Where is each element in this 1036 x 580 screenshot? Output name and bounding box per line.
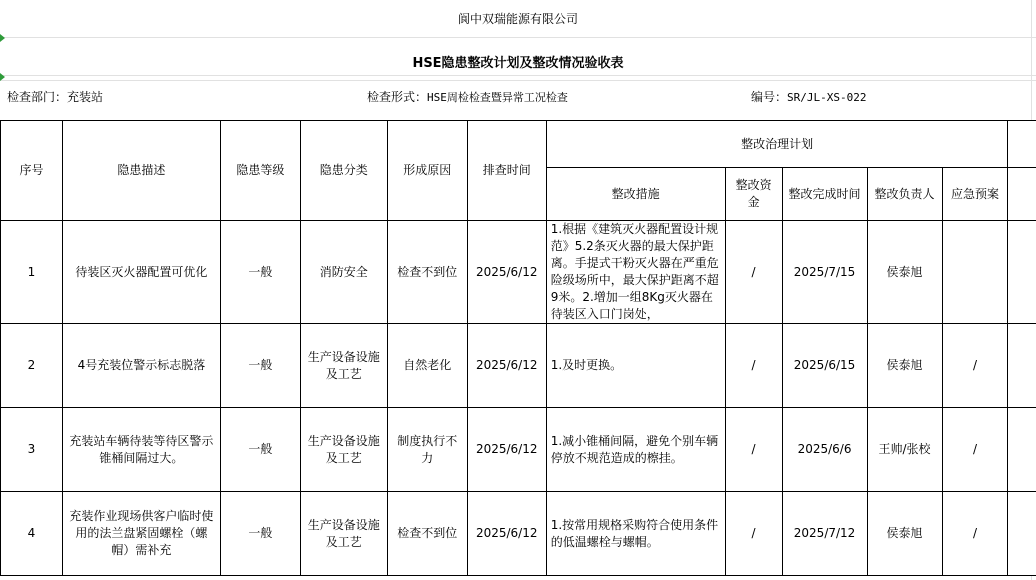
- header-cause[interactable]: 形成原因: [387, 121, 467, 221]
- header-level[interactable]: 隐患等级: [220, 121, 300, 221]
- table-row: [1, 324, 1036, 408]
- cell-cause[interactable]: 制度执行不力: [387, 408, 467, 492]
- cell-level[interactable]: 一般: [220, 324, 300, 408]
- code-label: 编号：: [751, 90, 788, 104]
- cell-seq[interactable]: 2: [1, 324, 63, 408]
- cell-level[interactable]: 一般: [220, 492, 300, 576]
- cell-fund[interactable]: /: [725, 324, 782, 408]
- form-label: 检查形式：: [367, 90, 428, 104]
- table-row: [1, 492, 1036, 576]
- cell-measure[interactable]: 1.按常用规格采购符合使用条件的低温螺栓与螺帽。: [546, 492, 725, 576]
- cell-deadline[interactable]: 2025/6/6: [782, 408, 867, 492]
- company-name: 阆中双瑞能源有限公司: [457, 12, 578, 26]
- cell-deadline[interactable]: 2025/6/15: [782, 324, 867, 408]
- inspection-department: [7, 88, 103, 105]
- cell-category[interactable]: 生产设备设施及工艺: [300, 324, 387, 408]
- cell-fund[interactable]: /: [725, 221, 782, 324]
- cell-level[interactable]: 一般: [220, 408, 300, 492]
- inspection-form: [367, 88, 568, 105]
- cell-marker-icon: [0, 34, 5, 42]
- cell-measure[interactable]: 1.及时更换。: [546, 324, 725, 408]
- cell-seq[interactable]: 3: [1, 408, 63, 492]
- grid-line: [0, 75, 1036, 76]
- dept-label: 检查部门：: [7, 90, 68, 104]
- cell-seq[interactable]: 1: [1, 221, 63, 324]
- cell-category[interactable]: 生产设备设施及工艺: [300, 408, 387, 492]
- cell-desc[interactable]: 4号充装位警示标志脱落: [62, 324, 220, 408]
- cell-owner[interactable]: 侯泰旭: [867, 492, 942, 576]
- cell-emergency[interactable]: [942, 221, 1008, 324]
- cell-extra[interactable]: [1008, 408, 1036, 492]
- cell-desc[interactable]: 充装站车辆待装等待区警示锥桶间隔过大。: [62, 408, 220, 492]
- cell-emergency[interactable]: /: [942, 492, 1008, 576]
- header-seq[interactable]: 序号: [1, 121, 63, 221]
- code-value: SR/JL-XS-022: [787, 91, 867, 104]
- cell-category[interactable]: 消防安全: [300, 221, 387, 324]
- cell-emergency[interactable]: /: [942, 324, 1008, 408]
- dept-value: 充装站: [67, 90, 104, 104]
- header-deadline[interactable]: 整改完成时间: [782, 168, 867, 221]
- header-row-1: [1, 121, 1036, 168]
- header-desc[interactable]: 隐患描述: [62, 121, 220, 221]
- cell-measure[interactable]: 1.减小锥桶间隔，避免个别车辆停放不规范造成的檫挂。: [546, 408, 725, 492]
- cell-category[interactable]: 生产设备设施及工艺: [300, 492, 387, 576]
- form-value: HSE周检检查暨异常工况检查: [427, 91, 568, 104]
- cell-extra[interactable]: [1008, 492, 1036, 576]
- cell-deadline[interactable]: 2025/7/15: [782, 221, 867, 324]
- header-extra[interactable]: [1008, 121, 1036, 168]
- header-measure[interactable]: 整改措施: [546, 168, 725, 221]
- cell-fund[interactable]: /: [725, 408, 782, 492]
- header-plan[interactable]: 整改治理计划: [546, 121, 1008, 168]
- header-fund[interactable]: 整改资金: [725, 168, 782, 221]
- cell-seq[interactable]: 4: [1, 492, 63, 576]
- header-emergency[interactable]: 应急预案: [942, 168, 1008, 221]
- cell-marker-icon: [0, 73, 5, 81]
- cell-owner[interactable]: 侯泰旭: [867, 324, 942, 408]
- cell-deadline[interactable]: 2025/7/12: [782, 492, 867, 576]
- cell-extra[interactable]: [1008, 221, 1036, 324]
- cell-fund[interactable]: /: [725, 492, 782, 576]
- grid-line: [0, 80, 1036, 81]
- cell-desc[interactable]: 充装作业现场供客户临时使用的法兰盘紧固螺栓（螺帽）需补充: [62, 492, 220, 576]
- cell-cause[interactable]: 检查不到位: [387, 221, 467, 324]
- cell-owner[interactable]: 侯泰旭: [867, 221, 942, 324]
- grid-line: [0, 37, 1036, 38]
- cell-owner[interactable]: 王帅/张校: [867, 408, 942, 492]
- cell-date[interactable]: 2025/6/12: [467, 324, 546, 408]
- header-date[interactable]: 排查时间: [467, 121, 546, 221]
- form-title: HSE隐患整改计划及整改情况验收表: [412, 56, 624, 71]
- header-category[interactable]: 隐患分类: [300, 121, 387, 221]
- table-row: [1, 221, 1036, 324]
- cell-desc[interactable]: 待装区灭火器配置可优化: [62, 221, 220, 324]
- table-row: [1, 408, 1036, 492]
- cell-emergency[interactable]: /: [942, 408, 1008, 492]
- cell-level[interactable]: 一般: [220, 221, 300, 324]
- cell-extra[interactable]: [1008, 324, 1036, 408]
- header-owner[interactable]: 整改负责人: [867, 168, 942, 221]
- cell-measure[interactable]: 1.根据《建筑灭火器配置设计规范》5.2条灭火器的最大保护距离。手提式干粉灭火器在严重危险级场所中，最大保护距离不超9米。2.增加一组8Kg灭火器在待装区入口门岗处，: [546, 221, 725, 324]
- cell-cause[interactable]: 检查不到位: [387, 492, 467, 576]
- hazard-table: [0, 120, 1036, 576]
- cell-cause[interactable]: 自然老化: [387, 324, 467, 408]
- document-code: [751, 88, 867, 105]
- cell-date[interactable]: 2025/6/12: [467, 408, 546, 492]
- cell-date[interactable]: 2025/6/12: [467, 492, 546, 576]
- cell-date[interactable]: 2025/6/12: [467, 221, 546, 324]
- header-extra[interactable]: [1008, 168, 1036, 221]
